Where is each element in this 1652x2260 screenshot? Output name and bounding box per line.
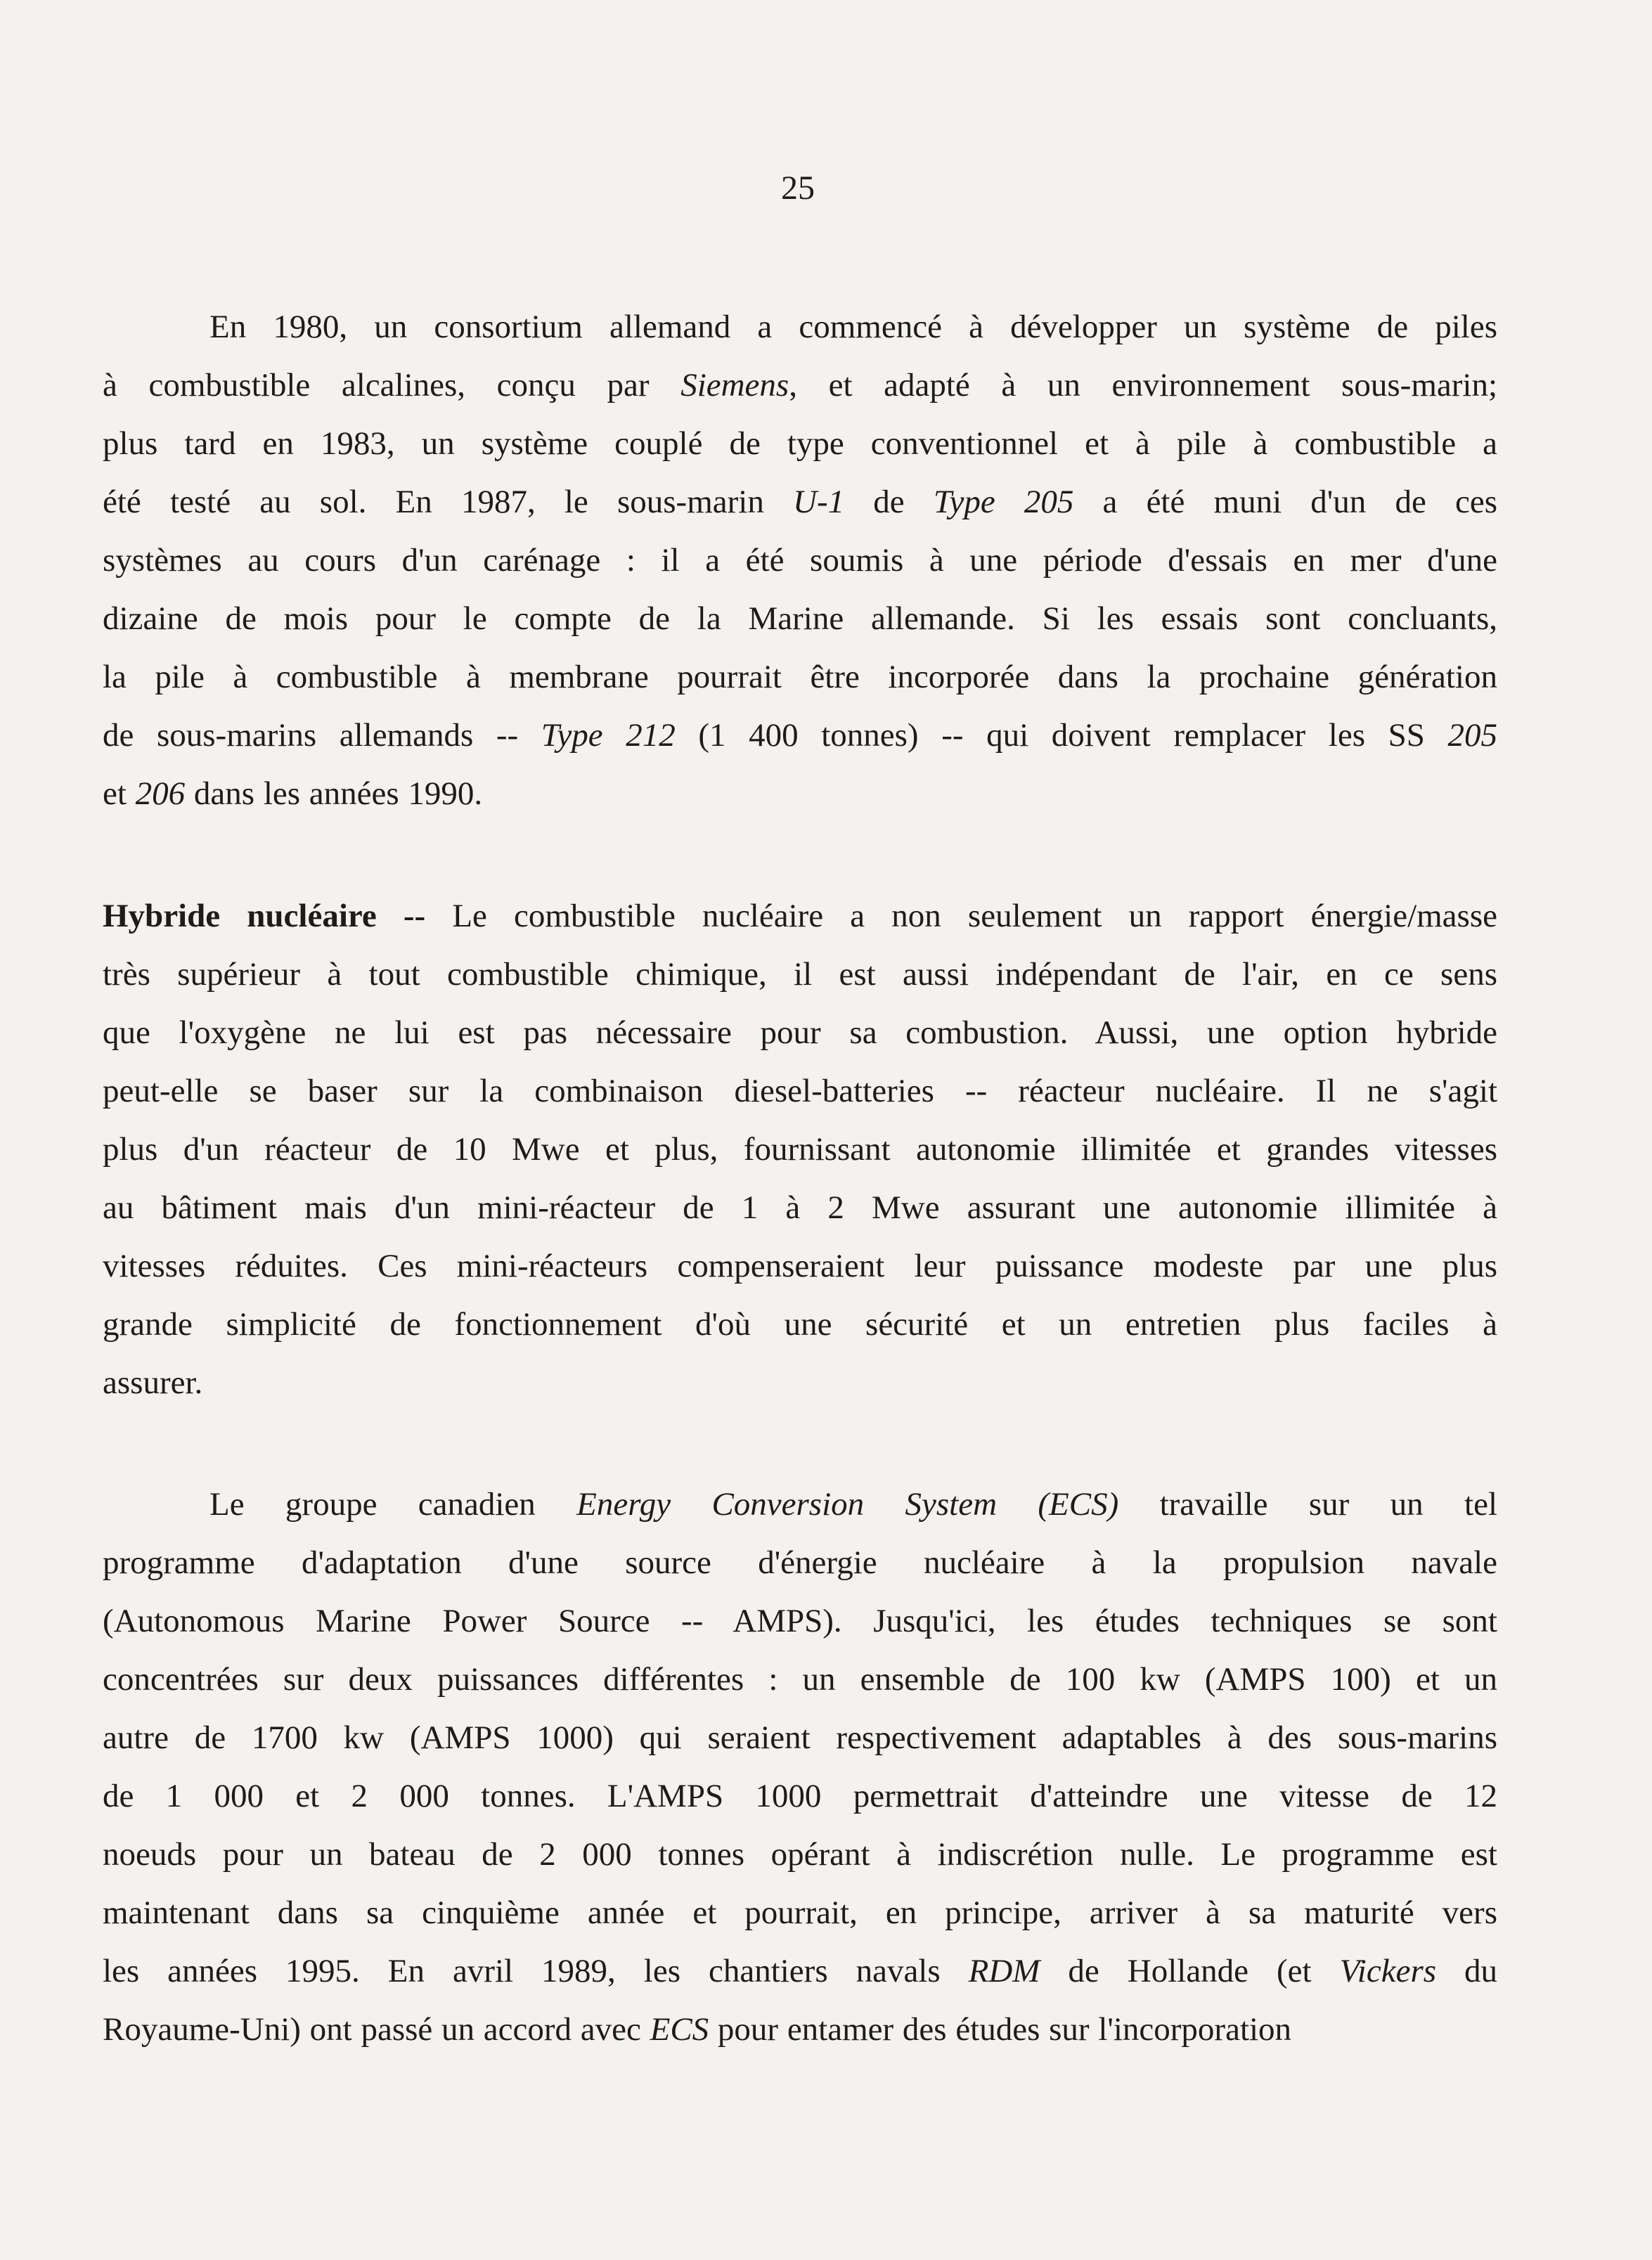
text-run: (1 400 tonnes) -- qui doivent remplacer les SS <box>675 717 1448 754</box>
text-line <box>103 531 1497 590</box>
text-line <box>103 706 1497 765</box>
text-line <box>103 1004 1497 1062</box>
text-run: , et adapté à un environnement sous-marin; <box>789 367 1498 403</box>
text-run: pour entamer des études sur l'incorporation <box>709 2011 1292 2048</box>
paragraph-fuel-cell <box>103 298 1497 823</box>
italic-term: Energy Conversion System (ECS) <box>576 1486 1119 1523</box>
text-run: dizaine de mois pour le compte de la Marine allemande. Si les essais sont concluants, <box>103 600 1497 637</box>
text-run: En 1980, un consortium allemand a commencé à développer un système de piles <box>209 309 1497 345</box>
text-run: de 1 000 et 2 000 tonnes. L'AMPS 1000 permettrait d'atteindre une vitesse de 12 <box>103 1778 1497 1814</box>
italic-term: Type 212 <box>541 717 676 754</box>
paragraph-ecs-amps <box>103 1476 1497 2059</box>
text-line <box>103 415 1497 473</box>
text-run: Le combustible nucléaire a non seulement un rapport énergie/masse <box>425 898 1497 934</box>
text-line <box>103 2001 1497 2059</box>
text-line <box>103 648 1497 706</box>
text-run: que l'oxygène ne lui est pas nécessaire pour sa combustion. Aussi, une option hybride <box>103 1014 1497 1051</box>
text-run: dans les années 1990. <box>185 775 483 812</box>
text-run: du <box>1436 1953 1498 1989</box>
text-line <box>103 1062 1497 1121</box>
text-run: à combustible alcalines, conçu par <box>103 367 681 403</box>
text-run: la pile à combustible à membrane pourrait être incorporée dans la prochaine génération <box>103 659 1497 695</box>
text-line <box>103 1709 1497 1767</box>
text-run: grande simplicité de fonctionnement d'où une sécurité et un entretien plus faciles à <box>103 1306 1497 1343</box>
text-line <box>103 1296 1497 1354</box>
text-run: plus d'un réacteur de 10 Mwe et plus, fournissant autonomie illimitée et grandes vitesses <box>103 1131 1497 1168</box>
text-run: maintenant dans sa cinquième année et pourrait, en principe, arriver à sa maturité vers <box>103 1894 1497 1931</box>
text-run: de Hollande (et <box>1040 1953 1340 1989</box>
text-line <box>103 945 1497 1004</box>
text-line <box>103 1826 1497 1884</box>
text-line <box>103 1476 1497 1534</box>
text-run: (Autonomous Marine Power Source -- AMPS). Jusqu'ici, les études techniques se sont <box>103 1603 1497 1639</box>
text-run: de sous-marins allemands -- <box>103 717 541 754</box>
italic-term: Type 205 <box>933 484 1074 520</box>
text-run: programme d'adaptation d'une source d'énergie nucléaire à la propulsion navale <box>103 1544 1497 1581</box>
text-run: très supérieur à tout combustible chimique, il est aussi indépendant de l'air, en ce sens <box>103 956 1497 993</box>
text-line <box>103 887 1497 945</box>
italic-term: Siemens <box>680 367 789 403</box>
paragraph-hybrid-nuclear <box>103 887 1497 1412</box>
text-line <box>103 1179 1497 1237</box>
italic-term: Vickers <box>1339 1953 1437 1989</box>
text-line <box>103 298 1497 356</box>
italic-term: ECS <box>650 2011 709 2048</box>
text-line <box>103 1767 1497 1826</box>
section-heading: Hybride nucléaire -- <box>103 898 426 934</box>
text-run: concentrées sur deux puissances différentes : un ensemble de 100 kw (AMPS 100) et un <box>103 1661 1497 1698</box>
text-run: noeuds pour un bateau de 2 000 tonnes opérant à indiscrétion nulle. Le programme est <box>103 1836 1497 1873</box>
text-run: vitesses réduites. Ces mini-réacteurs compenseraient leur puissance modeste par une plus <box>103 1248 1497 1284</box>
page-number: 25 <box>781 169 815 207</box>
text-run: systèmes au cours d'un carénage : il a été soumis à une période d'essais en mer d'une <box>103 542 1497 579</box>
text-line <box>103 1942 1497 2001</box>
text-line <box>103 473 1497 531</box>
text-line <box>103 765 1497 823</box>
text-run: travaille sur un tel <box>1118 1486 1498 1523</box>
text-line <box>103 1592 1497 1651</box>
text-run: assurer. <box>103 1364 203 1401</box>
text-run: de <box>844 484 934 520</box>
text-run: plus tard en 1983, un système couplé de type conventionnel et à pile à combustible a <box>103 425 1497 462</box>
italic-term: 206 <box>135 775 186 812</box>
text-run: les années 1995. En avril 1989, les chantiers navals <box>103 1953 969 1989</box>
text-line <box>103 1237 1497 1296</box>
text-run: peut-elle se baser sur la combinaison diesel-batteries -- réacteur nucléaire. Il ne s'agit <box>103 1073 1497 1109</box>
text-run: au bâtiment mais d'un mini-réacteur de 1 à 2 Mwe assurant une autonomie illimitée à <box>103 1189 1497 1226</box>
text-line <box>103 1884 1497 1942</box>
text-run: été testé au sol. En 1987, le sous-marin <box>103 484 793 520</box>
text-line <box>103 1354 1497 1412</box>
text-line <box>103 1534 1497 1592</box>
text-line <box>103 1651 1497 1709</box>
text-line <box>103 590 1497 648</box>
text-run: a été muni d'un de ces <box>1073 484 1497 520</box>
text-run: Le groupe canadien <box>209 1486 577 1523</box>
text-line <box>103 1121 1497 1179</box>
text-run: autre de 1700 kw (AMPS 1000) qui seraient respectivement adaptables à des sous-marins <box>103 1719 1497 1756</box>
italic-term: U-1 <box>793 484 845 520</box>
italic-term: 205 <box>1447 717 1497 754</box>
italic-term: RDM <box>968 1953 1040 1989</box>
text-line <box>103 356 1497 415</box>
text-run: et <box>103 775 136 812</box>
text-run: Royaume-Uni) ont passé un accord avec <box>103 2011 650 2048</box>
